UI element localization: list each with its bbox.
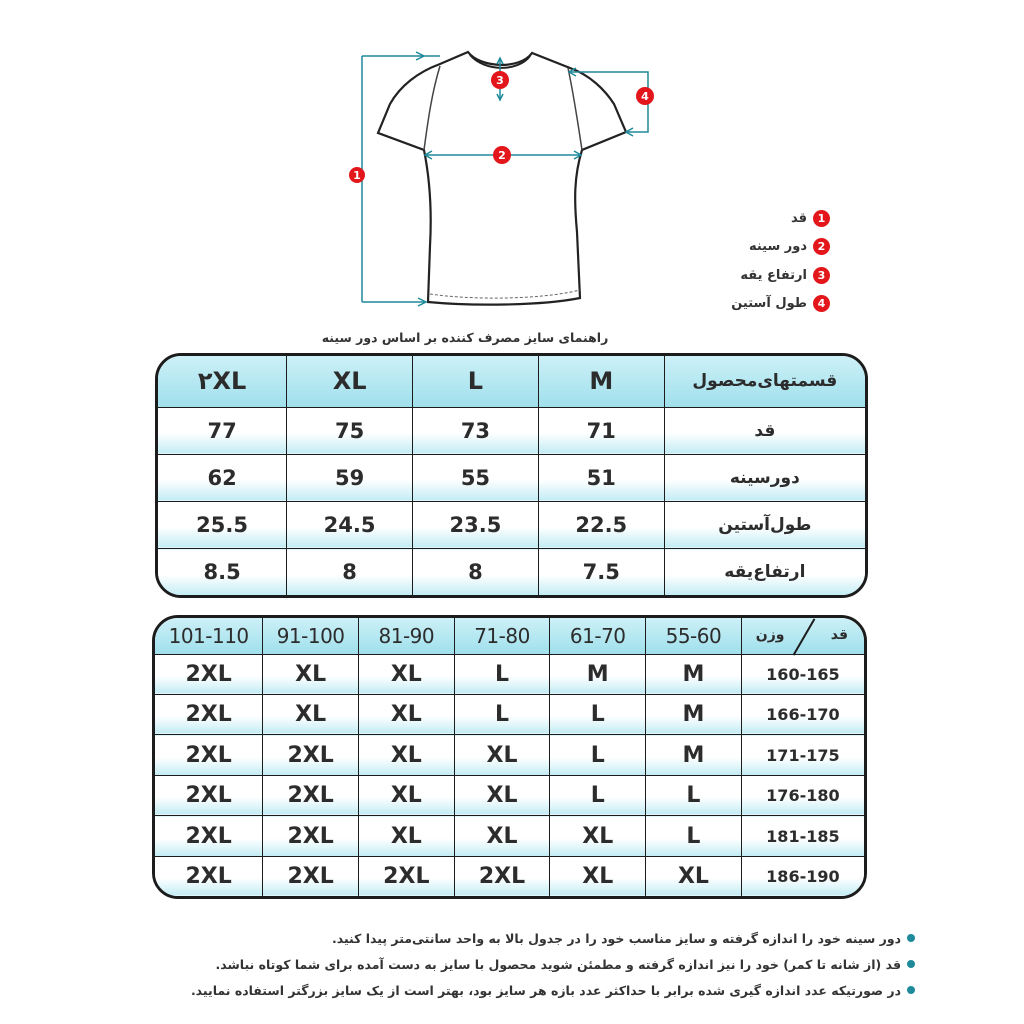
table-row (155, 816, 864, 856)
row-label: دورسینه (664, 454, 865, 501)
svg-text:2: 2 (498, 149, 506, 162)
legend-label: دور سینه (748, 239, 807, 255)
corner-weight-label: وزن (755, 627, 785, 643)
cell: L (646, 775, 742, 815)
bullet-icon (907, 986, 915, 994)
legend-item-collar (690, 261, 830, 290)
cell: 2XL (155, 775, 263, 815)
svg-text:4: 4 (641, 90, 649, 103)
marker-4 (636, 87, 654, 105)
legend-item-sleeve (690, 290, 830, 319)
cell: 73 (413, 407, 539, 454)
legend-badge: 3 (813, 267, 830, 284)
cell: 2XL (263, 735, 359, 775)
cell: 2XL (263, 816, 359, 856)
cell: 55 (413, 454, 539, 501)
cell: M (646, 735, 742, 775)
cell: 25.5 (158, 501, 287, 548)
height-label: 171-175 (741, 735, 864, 775)
cell: XL (550, 816, 646, 856)
cell: 62 (158, 454, 287, 501)
cell: XL (454, 775, 550, 815)
corner-divider (793, 618, 816, 655)
cell: L (550, 775, 646, 815)
cell: 2XL (155, 856, 263, 896)
cell: 22.5 (538, 501, 664, 548)
cell: XL (358, 654, 454, 694)
height-label: 181-185 (741, 816, 864, 856)
cell: 23.5 (413, 501, 539, 548)
table-row (158, 549, 865, 595)
legend-label: طول آستین (731, 296, 807, 312)
cell: 2XL (263, 856, 359, 896)
legend-label: قد (790, 210, 807, 226)
cell: XL (550, 856, 646, 896)
note-item (110, 925, 915, 951)
height-label: 186-190 (741, 856, 864, 896)
parts-header: قسمتهای‌محصول (664, 356, 865, 407)
cell: 24.5 (287, 501, 413, 548)
cell: 51 (538, 454, 664, 501)
cell: XL (263, 694, 359, 734)
row-label: طول‌آستین (664, 501, 865, 548)
cell: 2XL (454, 856, 550, 896)
row-label: ارتفاع‌یقه (664, 549, 865, 595)
cell: 8 (287, 549, 413, 595)
size-header: M (538, 356, 664, 407)
table-row (158, 454, 865, 501)
svg-text:3: 3 (496, 74, 504, 87)
size-header: ۲XL (158, 356, 287, 407)
bullet-icon (907, 960, 915, 968)
weight-header: 91-100 (263, 618, 359, 654)
cell: M (646, 654, 742, 694)
cell: L (454, 654, 550, 694)
cell: XL (454, 816, 550, 856)
weight-header: 81-90 (358, 618, 454, 654)
legend-label: ارتفاع یقه (740, 267, 807, 283)
marker-1 (349, 167, 365, 183)
tshirt-outline (378, 52, 626, 305)
cell: L (550, 694, 646, 734)
marker-3 (491, 71, 509, 89)
note-item (110, 951, 915, 977)
height-label: 176-180 (741, 775, 864, 815)
size-table-header (158, 356, 865, 407)
weight-header: 101-110 (155, 618, 263, 654)
legend-item-height (690, 204, 830, 233)
note-text: قد (از شانه تا کمر) خود را نیز اندازه گرفته و مطمئن شوید محصول با سایز به دست آمده برای شما کوتاه نباشد. (215, 956, 901, 972)
marker-2 (493, 146, 511, 164)
cell: 75 (287, 407, 413, 454)
legend-badge: 1 (813, 210, 830, 227)
cell: XL (263, 654, 359, 694)
size-header: XL (287, 356, 413, 407)
tshirt-diagram (0, 0, 1024, 330)
table-row (155, 735, 864, 775)
cell: XL (454, 735, 550, 775)
size-notes (110, 925, 915, 1003)
cell: XL (646, 856, 742, 896)
fit-table (152, 615, 867, 899)
cell: L (454, 694, 550, 734)
weight-header: 55-60 (646, 618, 742, 654)
corner-header (741, 618, 864, 654)
height-label: 160-165 (741, 654, 864, 694)
table-row (158, 501, 865, 548)
cell: L (646, 816, 742, 856)
weight-header: 61-70 (550, 618, 646, 654)
cell: 71 (538, 407, 664, 454)
table-row (155, 775, 864, 815)
cell: 7.5 (538, 549, 664, 595)
bullet-icon (907, 934, 915, 942)
row-label: قد (664, 407, 865, 454)
note-item (110, 977, 915, 1003)
table-row (155, 654, 864, 694)
fit-table-header (155, 618, 864, 654)
table-row (158, 407, 865, 454)
cell: 8.5 (158, 549, 287, 595)
cell: 2XL (155, 735, 263, 775)
measurement-legend (690, 204, 830, 318)
cell: 2XL (263, 775, 359, 815)
cell: 8 (413, 549, 539, 595)
cell: 2XL (358, 856, 454, 896)
cell: XL (358, 735, 454, 775)
cell: XL (358, 775, 454, 815)
height-label: 166-170 (741, 694, 864, 734)
legend-item-chest (690, 233, 830, 262)
note-text: دور سینه خود را اندازه گرفته و سایز مناسب خود را در جدول بالا به واحد سانتی‌متر پیدا کنید. (331, 930, 901, 946)
cell: 2XL (155, 654, 263, 694)
size-table (155, 353, 868, 598)
cell: 2XL (155, 816, 263, 856)
size-header: L (413, 356, 539, 407)
table-row (155, 856, 864, 896)
cell: M (646, 694, 742, 734)
cell: 59 (287, 454, 413, 501)
table-row (155, 694, 864, 734)
cell: XL (358, 816, 454, 856)
corner-height-label: قد (830, 627, 848, 643)
cell: M (550, 654, 646, 694)
note-text: در صورتیکه عدد اندازه گیری شده برابر با حداکثر عدد بازه هر سایز بود، بهتر است از یک سایز بزرگتر استفاده نمایید. (190, 982, 901, 998)
legend-badge: 2 (813, 238, 830, 255)
weight-header: 71-80 (454, 618, 550, 654)
cell: L (550, 735, 646, 775)
svg-text:1: 1 (353, 169, 361, 182)
cell: 2XL (155, 694, 263, 734)
cell: XL (358, 694, 454, 734)
size-guide-title: راهنمای سایز مصرف کننده بر اساس دور سینه (321, 330, 609, 345)
cell: 77 (158, 407, 287, 454)
legend-badge: 4 (813, 295, 830, 312)
